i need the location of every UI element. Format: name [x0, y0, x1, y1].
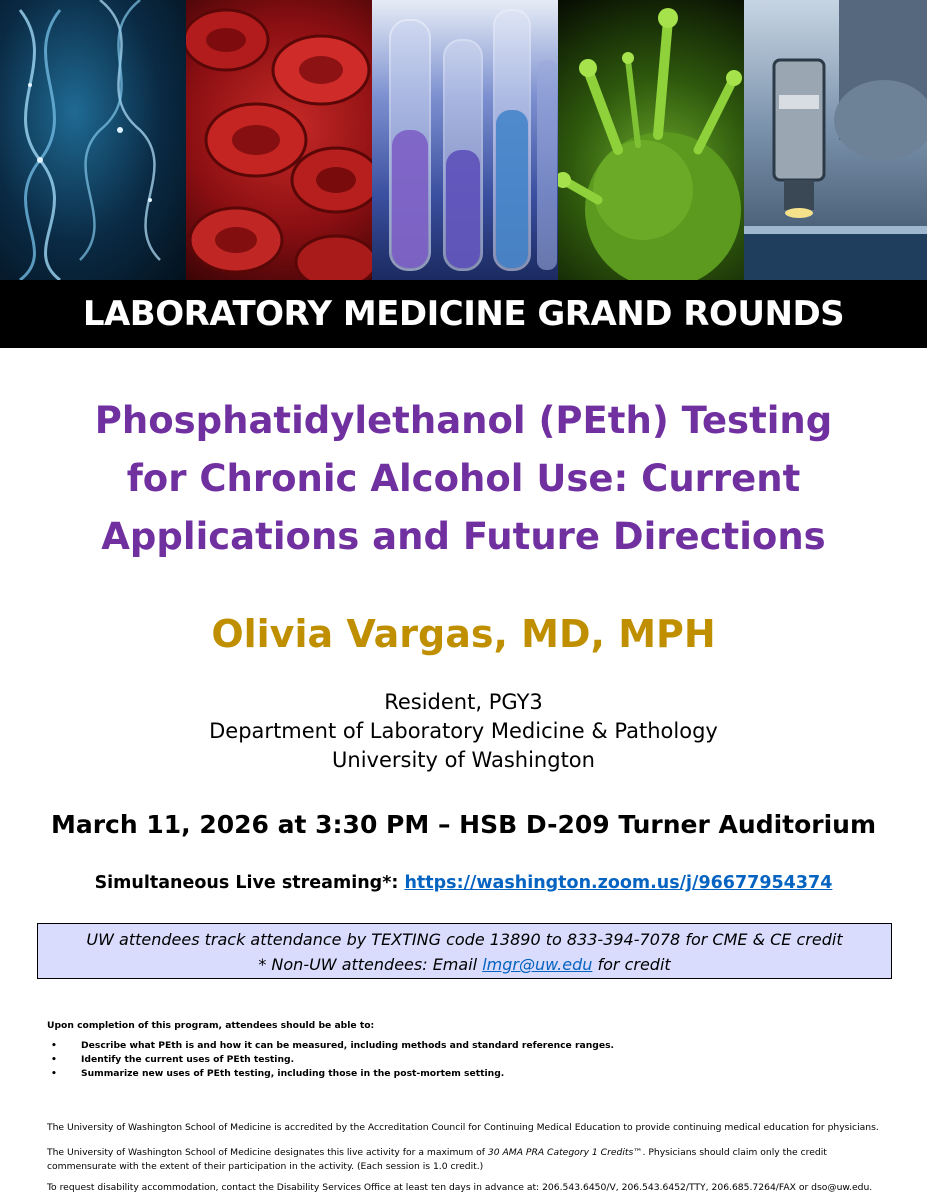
attendance-email-suffix: for credit	[597, 955, 671, 974]
event-datetime-location: March 11, 2026 at 3:30 PM – HSB D-209 Turner Auditorium	[50, 810, 877, 839]
attendance-box	[37, 923, 892, 979]
credit-email-link[interactable]: lmgr@uw.edu	[482, 955, 593, 974]
dna-image	[0, 0, 186, 280]
talk-title-line: for Chronic Alcohol Use: Current	[126, 457, 801, 500]
learning-objectives	[47, 1020, 887, 1081]
attendance-email-prefix: * Non-UW attendees: Email	[258, 955, 478, 974]
speaker-department: Department of Laboratory Medicine & Pathology	[209, 719, 718, 743]
credit-designation-statement	[47, 1146, 887, 1174]
designation-credit: 30 AMA PRA Category 1 Credits™	[487, 1147, 643, 1158]
designation-text: The University of Washington School of Medicine designates this live activity for a maximum of	[47, 1147, 485, 1158]
accreditation-statement: The University of Washington School of Medicine is accredited by the Accreditation Council for Continuing Medical Education to provide continuing medical education for physicians.	[47, 1122, 879, 1133]
speaker-affiliation	[40, 688, 887, 775]
objective-item: • Summarize new uses of PEth testing, including those in the post-mortem setting.	[47, 1067, 887, 1081]
speaker-name: Olivia Vargas, MD, MPH	[211, 612, 716, 656]
talk-title	[40, 392, 887, 566]
attendance-texting-line: UW attendees track attendance by TEXTING code 13890 to 833-394-7078 for CME & CE credit	[86, 930, 843, 949]
banner-image-strip	[0, 0, 927, 280]
objective-item: • Describe what PEth is and how it can be measured, including methods and standard reference ranges.	[47, 1039, 887, 1053]
talk-title-line: Applications and Future Directions	[101, 515, 826, 558]
zoom-link[interactable]: https://washington.zoom.us/j/96677954374	[404, 873, 833, 893]
disability-statement: To request disability accommodation, contact the Disability Services Office at least ten days in advance at: 206.543.6450/V, 206.543.6452/TTY, 206.685.7264/FAX or dso@uw.edu.	[47, 1182, 873, 1193]
header-title: LABORATORY MEDICINE GRAND ROUNDS	[82, 294, 845, 334]
speaker-role: Resident, PGY3	[384, 690, 543, 714]
speaker-institution: University of Washington	[332, 748, 595, 772]
test-tubes-image	[372, 0, 558, 280]
virus-image	[558, 0, 744, 280]
attendance-email-line	[38, 952, 891, 977]
live-stream-line	[20, 873, 907, 893]
designation-text-cont: . Physicians should claim only the credit commensurate with the extent of their participation in the activity. (Each session is 1.0 credit.)	[47, 1147, 827, 1172]
objectives-intro: Upon completion of this program, attendees should be able to:	[47, 1020, 375, 1031]
microscope-image	[744, 0, 927, 280]
red-blood-cells-image	[186, 0, 372, 280]
talk-title-line: Phosphatidylethanol (PEth) Testing	[94, 399, 833, 442]
header-title-bar	[0, 280, 927, 348]
objective-item: • Identify the current uses of PEth testing.	[47, 1053, 887, 1067]
objectives-list	[47, 1039, 887, 1081]
stream-label: Simultaneous Live streaming*:	[94, 873, 399, 893]
